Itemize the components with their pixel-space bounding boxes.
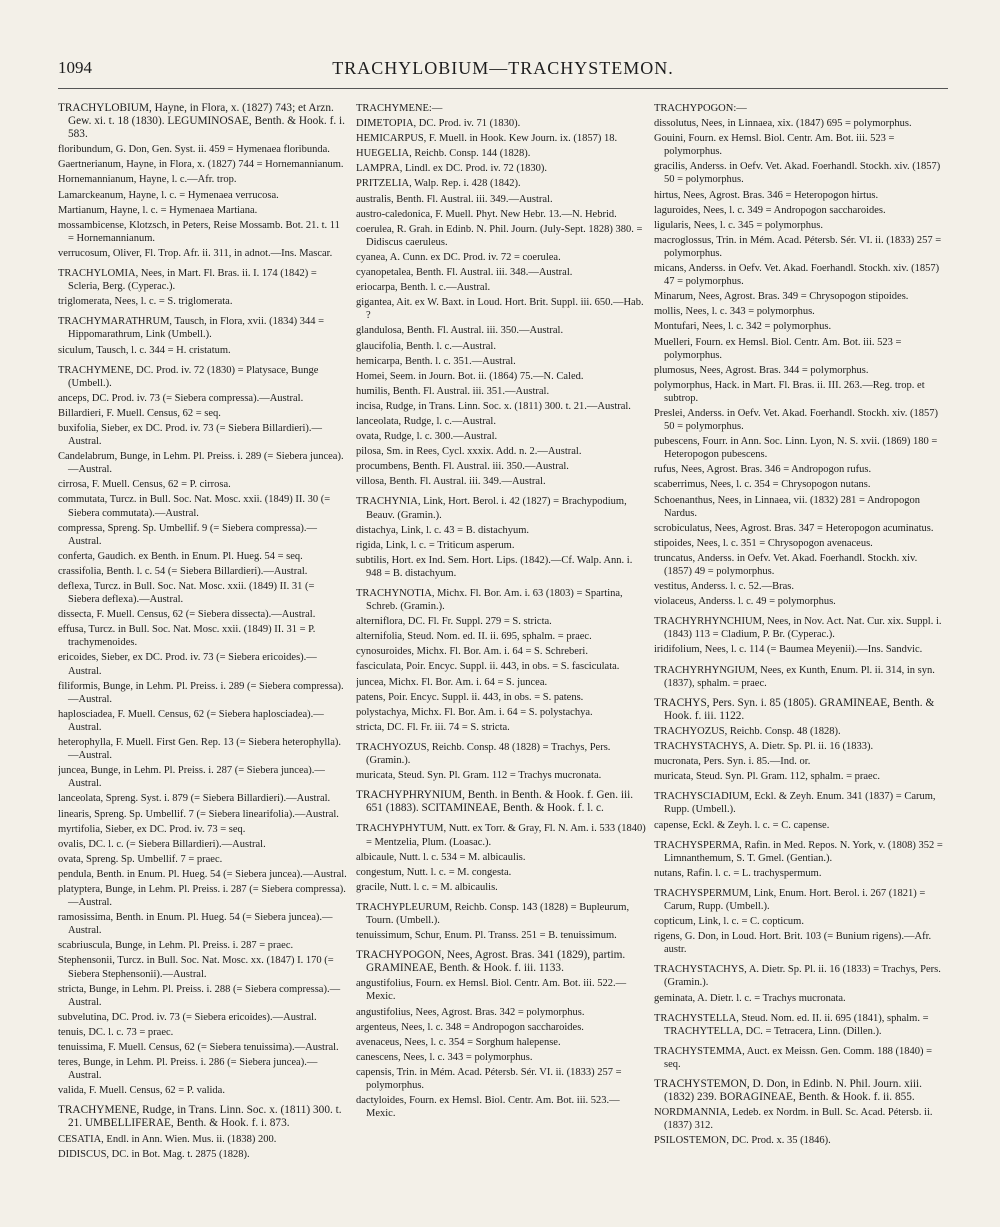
column-right: [654, 102, 944, 1202]
entry: alterniflora, DC. Fl. Fr. Suppl. 279 = S. stricta.: [356, 616, 552, 628]
entry: DIDISCUS, DC. in Bot. Mag. t. 2875 (1828).: [58, 1148, 250, 1160]
entry: ligularis, Nees, l. c. 345 = polymorphus.: [654, 219, 823, 231]
entry: capense, Eckl. & Zeyh. l. c. = C. capense.: [654, 819, 830, 831]
entry: verrucosum, Oliver, Fl. Trop. Afr. ii. 311, in adnot.—Ins. Mascar.: [58, 247, 333, 259]
entry: ericoides, Sieber, ex DC. Prod. iv. 73 (= Siebera ericoides).—Austral.: [58, 652, 317, 677]
entry: TRACHYPHYTUM, Nutt. ex Torr. & Gray, Fl. N. Am. i. 533 (1840) = Mentzelia, Plum. (Loasac.).: [356, 823, 646, 848]
entry: dissecta, F. Muell. Census, 62 (= Siebera dissecta).—Austral.: [58, 609, 316, 621]
entry: Montufari, Nees, l. c. 342 = polymorphus.: [654, 321, 832, 333]
entry: TRACHYPOGON:—: [654, 103, 747, 114]
entry: TRACHYRHYNCHIUM, Nees, in Nov. Act. Nat. Cur. xix. Suppl. i. (1843) 113 = Cladium, P. Br. (Cyperac.).: [654, 616, 942, 641]
entry: Lamarckeanum, Hayne, l. c. = Hymenaea verrucosa.: [58, 189, 279, 201]
entry: rigens, G. Don, in Loud. Hort. Brit. 103 (= Bunium rigens).—Afr. austr.: [654, 931, 932, 956]
entry: TRACHYS, Pers. Syn. i. 85 (1805). GRAMINEAE, Benth. & Hook. f. iii. 1122.: [654, 696, 935, 722]
entry: macroglossus, Trin. in Mém. Acad. Pétersb. Sér. VI. ii. (1833) 257 = polymorphus.: [654, 234, 942, 259]
entry: avenaceus, Nees, l. c. 354 = Sorghum halepense.: [356, 1036, 561, 1048]
entry: pilosa, Sm. in Rees, Cycl. xxxix. Add. n. 2.—Austral.: [356, 446, 582, 458]
entry: heterophylla, F. Muell. First Gen. Rep. 13 (= Siebera heterophylla).—Austral.: [58, 737, 341, 762]
entry: conferta, Gaudich. ex Benth. in Enum. Pl. Hueg. 54 = seq.: [58, 550, 303, 562]
entry: tenuis, DC. l. c. 73 = praec.: [58, 1026, 174, 1038]
entry: alternifolia, Steud. Nom. ed. II. ii. 695, sphalm. = praec.: [356, 631, 592, 643]
entry: lanceolata, Spreng. Syst. i. 879 (= Siebera Billardieri).—Austral.: [58, 793, 331, 805]
entry: teres, Bunge, in Lehm. Pl. Preiss. i. 286 (= Siebera juncea).—Austral.: [58, 1057, 318, 1082]
entry: stricta, DC. Fl. Fr. iii. 74 = S. stricta.: [356, 721, 510, 733]
entry: procumbens, Benth. Fl. Austral. iii. 350.—Austral.: [356, 461, 569, 473]
entry: TRACHYMARATHRUM, Tausch, in Flora, xvii. (1834) 344 = Hippomarathrum, Link (Umbell.).: [58, 316, 325, 341]
page-header: [58, 58, 948, 89]
entry: distachya, Link, l. c. 43 = B. distachyum.: [356, 524, 530, 536]
entry: CESATIA, Endl. in Ann. Wien. Mus. ii. (1838) 200.: [58, 1133, 277, 1145]
entry: TRACHYNIA, Link, Hort. Berol. i. 42 (1827) = Brachypodium, Beauv. (Gramin.).: [356, 496, 627, 521]
entry: DIMETOPIA, DC. Prod. iv. 71 (1830).: [356, 118, 521, 130]
entry: nutans, Rafin. l. c. = L. trachyspermum.: [654, 867, 822, 879]
entry: muricata, Steud. Syn. Pl. Gram. 112, sphalm. = praec.: [654, 771, 880, 783]
entry: lanceolata, Rudge, l. c.—Austral.: [356, 415, 496, 427]
entry: polystachya, Michx. Fl. Bor. Am. i. 64 = S. polystachya.: [356, 706, 593, 718]
entry: pubescens, Fourr. in Ann. Soc. Linn. Lyon, N. S. xvii. (1869) 180 = Heteropogon pubescens.: [654, 436, 938, 461]
entry: tenuissima, F. Muell. Census, 62 (= Siebera tenuissima).—Austral.: [58, 1042, 339, 1053]
entry: humilis, Benth. Fl. Austral. iii. 351.—Austral.: [356, 385, 550, 397]
entry: TRACHYNOTIA, Michx. Fl. Bor. Am. i. 63 (1803) = Spartina, Schreb. (Gramin.).: [356, 588, 623, 613]
entry: Gouini, Fourn. ex Hemsl. Biol. Centr. Am. Bot. iii. 523 = polymorphus.: [654, 133, 895, 158]
entry: vestitus, Anderss. l. c. 52.—Bras.: [654, 581, 794, 593]
entry: TRACHYRHYNGIUM, Nees, ex Kunth, Enum. Pl. ii. 314, in syn. (1837), sphalm. = praec.: [654, 664, 935, 689]
entry: mucronata, Pers. Syn. i. 85.—Ind. or.: [654, 756, 811, 768]
entry: TRACHYOZUS, Reichb. Consp. 48 (1828) = Trachys, Pers. (Gramin.).: [356, 741, 611, 767]
entry: HUEGELIA, Reichb. Consp. 144 (1828).: [356, 148, 531, 160]
entry: Hornemannianum, Hayne, l. c.—Afr. trop.: [58, 174, 237, 186]
entry: TRACHYSTACHYS, A. Dietr. Sp. Pl. ii. 16 (1833) = Trachys, Pers. (Gramin.).: [654, 964, 941, 989]
entry: congestum, Nutt. l. c. = M. congesta.: [356, 866, 512, 878]
entry: valida, F. Muell. Census, 62 = P. valida.: [58, 1085, 225, 1097]
entry: deflexa, Turcz. in Bull. Soc. Nat. Mosc. xxii. (1849) II. 31 (= Siebera deflexa).—Austral.: [58, 581, 315, 606]
entry: scrobiculatus, Nees, Agrost. Bras. 347 = Heteropogon acuminatus.: [654, 522, 934, 534]
entry: cirrosa, F. Muell. Census, 62 = P. cirrosa.: [58, 479, 231, 491]
entry: coerulea, R. Grah. in Edinb. N. Phil. Journ. (July-Sept. 1828) 380. = Didiscus caeruleus.: [356, 223, 643, 248]
entry: dactyloides, Fourn. ex Hemsl. Biol. Centr. Am. Bot. iii. 523.—Mexic.: [356, 1095, 620, 1120]
entry: Billardieri, F. Muell. Census, 62 = seq.: [58, 407, 221, 419]
entry: juncea, Michx. Fl. Bor. Am. i. 64 = S. juncea.: [356, 676, 548, 688]
entry: albicaule, Nutt. l. c. 534 = M. albicaulis.: [356, 851, 526, 863]
entry: laguroides, Nees, l. c. 349 = Andropogon saccharoides.: [654, 204, 886, 216]
entry: dissolutus, Nees, in Linnaea, xix. (1847) 695 = polymorphus.: [654, 118, 912, 130]
entry: rigida, Link, l. c. = Triticum asperum.: [356, 539, 515, 551]
column-middle: [356, 102, 646, 1202]
entry: compressa, Spreng. Sp. Umbellif. 9 (= Siebera compressa).—Austral.: [58, 522, 318, 547]
entry: TRACHYPOGON, Nees, Agrost. Bras. 341 (1829), partim. GRAMINEAE, Benth. & Hook. f. iii. 1133.: [356, 949, 626, 975]
entry: angustifolius, Nees, Agrost. Bras. 342 = polymorphus.: [356, 1006, 585, 1018]
entry: triglomerata, Nees, l. c. = S. triglomerata.: [58, 296, 233, 308]
entry: argenteus, Nees, l. c. 348 = Andropogon saccharoides.: [356, 1021, 584, 1033]
entry: ovata, Spreng. Sp. Umbellif. 7 = praec.: [58, 853, 223, 865]
entry: stipoides, Nees, l. c. 351 = Chrysopogon avenaceus.: [654, 537, 873, 549]
entry: gigantea, Ait. ex W. Baxt. in Loud. Hort. Brit. Suppl. iii. 650.—Hab. ?: [356, 297, 644, 322]
entry: TRACHYOZUS, Reichb. Consp. 48 (1828).: [654, 725, 841, 737]
entry: cyanea, A. Cunn. ex DC. Prod. iv. 72 = coerulea.: [356, 251, 561, 263]
entry: pendula, Benth. in Enum. Pl. Hueg. 54 (= Siebera juncea).—Austral.: [58, 868, 347, 880]
entry: patens, Poir. Encyc. Suppl. ii. 443, in obs. = S. patens.: [356, 691, 584, 703]
entry: muricata, Steud. Syn. Pl. Gram. 112 = Trachys mucronata.: [356, 770, 602, 782]
entry: TRACHYLOMIA, Nees, in Mart. Fl. Bras. ii. I. 174 (1842) = Scleria, Berg. (Cyperac.).: [58, 268, 317, 293]
entry: TRACHYMENE, DC. Prod. iv. 72 (1830) = Platysace, Bunge (Umbell.).: [58, 364, 319, 389]
entry: geminata, A. Dietr. l. c. = Trachys mucronata.: [654, 992, 846, 1004]
entry: incisa, Rudge, in Trans. Linn. Soc. x. (1811) 300. t. 21.—Austral.: [356, 400, 631, 412]
entry: polymorphus, Hack. in Mart. Fl. Bras. ii. III. 263.—Reg. trop. et subtrop.: [654, 379, 925, 404]
entry: subvelutina, DC. Prod. iv. 73 (= Siebera ericoides).—Austral.: [58, 1011, 317, 1023]
entry: anceps, DC. Prod. iv. 73 (= Siebera compressa).—Austral.: [58, 392, 304, 404]
entry: TRACHYMENE:—: [356, 103, 443, 114]
entry: subtilis, Hort. ex Ind. Sem. Hort. Lips. (1842).—Cf. Walp. Ann. i. 948 = B. distachyum.: [356, 554, 633, 579]
entry: rufus, Nees, Agrost. Bras. 346 = Andropogon rufus.: [654, 464, 872, 476]
entry: PRITZELIA, Walp. Rep. i. 428 (1842).: [356, 178, 521, 190]
entry: capensis, Trin. in Mém. Acad. Pétersb. Sér. VI. ii. (1833) 257 = polymorphus.: [356, 1066, 622, 1091]
entry: platyptera, Bunge, in Lehm. Pl. Preiss. i. 287 (= Siebera compressa).—Austral.: [58, 883, 346, 909]
entry: canescens, Nees, l. c. 343 = polymorphus.: [356, 1051, 533, 1063]
entry: Schoenanthus, Nees, in Linnaea, vii. (1832) 281 = Andropogon Nardus.: [654, 494, 921, 519]
entry: Gaertnerianum, Hayne, in Flora, x. (1827) 744 = Hornemannianum.: [58, 159, 344, 171]
entry: haplosciadea, F. Muell. Census, 62 (= Siebera haplosciadea).—Austral.: [58, 708, 324, 733]
entry: glaucifolia, Benth. l. c.—Austral.: [356, 340, 496, 352]
entry: austro-caledonica, F. Muell. Phyt. New Hebr. 13.—N. Hebrid.: [356, 208, 617, 220]
entry: ovalis, DC. l. c. (= Siebera Billardieri).—Austral.: [58, 838, 266, 850]
entry: filiformis, Bunge, in Lehm. Pl. Preiss. i. 289 (= Siebera compressa).—Austral.: [58, 680, 344, 705]
entry: Minarum, Nees, Agrost. Bras. 349 = Chrysopogon stipoides.: [654, 291, 909, 303]
entry: commutata, Turcz. in Bull. Soc. Nat. Mosc. xxii. (1849) II. 30 (= Siebera commutata).—Austral.: [58, 494, 331, 519]
entry: Muelleri, Fourn. ex Hemsl. Biol. Centr. Am. Bot. iii. 523 = polymorphus.: [654, 336, 902, 361]
entry: mollis, Nees, l. c. 343 = polymorphus.: [654, 306, 815, 318]
entry: crassifolia, Benth. l. c. 54 (= Siebera Billardieri).—Austral.: [58, 565, 308, 577]
entry: ramosissima, Benth. in Enum. Pl. Hueg. 54 (= Siebera juncea).—Austral.: [58, 912, 333, 937]
entry: Homei, Seem. in Journ. Bot. ii. (1864) 75.—N. Caled.: [356, 370, 584, 382]
entry: hemicarpa, Benth. l. c. 351.—Austral.: [356, 355, 516, 367]
entry: tenuissimum, Schur, Enum. Pl. Transs. 251 = B. tenuissimum.: [356, 930, 617, 942]
entry: NORDMANNIA, Ledeb. ex Nordm. in Bull. Sc. Acad. Pétersb. ii. (1837) 312.: [654, 1107, 933, 1132]
entry: TRACHYSTEMON, D. Don, in Edinb. N. Phil. Journ. xiii. (1832) 239. BORAGINEAE, Benth. & Hook. f. ii. 855.: [654, 1078, 922, 1104]
entry: floribundum, G. Don, Gen. Syst. ii. 459 = Hymenaea floribunda.: [58, 144, 330, 156]
entry: scaberrimus, Nees, l. c. 354 = Chrysopogon nutans.: [654, 479, 871, 491]
entry: villosa, Benth. Fl. Austral. iii. 349.—Austral.: [356, 476, 546, 488]
entry: myrtifolia, Sieber, ex DC. Prod. iv. 73 = seq.: [58, 823, 246, 835]
entry: truncatus, Anderss. in Oefv. Vet. Akad. Foerhandl. Stockh. xiv. (1857) 49 = polymorphus.: [654, 552, 918, 577]
entry: plumosus, Nees, Agrost. Bras. 344 = polymorphus.: [654, 364, 869, 376]
entry: TRACHYPHRYNIUM, Benth. in Benth. & Hook. f. Gen. iii. 651 (1883). SCITAMINEAE, Benth. & Hook. f. l. c.: [356, 789, 634, 815]
entry: TRACHYSPERMA, Rafin. in Med. Repos. N. York, v. (1808) 352 = Limnanthemum, S. T. Gmel. (Gentian.).: [654, 839, 943, 864]
entry: cynosuroides, Michx. Fl. Bor. Am. i. 64 = S. Schreberi.: [356, 646, 588, 658]
page-number: 1094: [58, 58, 92, 77]
entry: stricta, Bunge, in Lehm. Pl. Preiss. i. 288 (= Siebera compressa).—Austral.: [58, 983, 341, 1008]
entry: Stephensonii, Turcz. in Bull. Soc. Nat. Mosc. xx. (1847) I. 170 (= Siebera Stephensonii).—Austral.: [58, 955, 334, 980]
entry: gracile, Nutt. l. c. = M. albicaulis.: [356, 881, 498, 893]
columns: [58, 102, 948, 1202]
entry: TRACHYPLEURUM, Reichb. Consp. 143 (1828) = Bupleurum, Tourn. (Umbell.).: [356, 901, 630, 926]
entry: TRACHYSTEMMA, Auct. ex Meissn. Gen. Comm. 188 (1840) = seq.: [654, 1045, 933, 1070]
entry: Preslei, Anderss. in Oefv. Vet. Akad. Foerhandl. Stockh. xiv. (1857) 50 = polymorphus.: [654, 407, 938, 433]
entry: glandulosa, Benth. Fl. Austral. iii. 350.—Austral.: [356, 325, 564, 337]
entry: HEMICARPUS, F. Muell. in Hook. Kew Journ. ix. (1857) 18.: [356, 133, 618, 145]
entry: LAMPRA, Lindl. ex DC. Prod. iv. 72 (1830).: [356, 163, 547, 175]
page-title: TRACHYLOBIUM—TRACHYSTEMON.: [332, 58, 674, 78]
entry: violaceus, Anderss. l. c. 49 = polymorphus.: [654, 596, 836, 608]
entry: iridifolium, Nees, l. c. 114 (= Baumea Meyenii).—Ins. Sandvic.: [654, 644, 923, 656]
entry: PSILOSTEMON, DC. Prod. x. 35 (1846).: [654, 1135, 831, 1147]
entry: TRACHYLOBIUM, Hayne, in Flora, x. (1827) 743; et Arzn. Gew. xi. t. 18 (1830). LEGUMINOSAE, Benth. & Hook. f. i. 583.: [58, 102, 345, 141]
entry: buxifolia, Sieber, ex DC. Prod. iv. 73 (= Siebera Billardieri).—Austral.: [58, 422, 323, 448]
entry: angustifolius, Fourn. ex Hemsl. Biol. Centr. Am. Bot. iii. 522.—Mexic.: [356, 978, 627, 1003]
entry: effusa, Turcz. in Bull. Soc. Nat. Mosc. xxii. (1849) II. 31 = P. trachymenoides.: [58, 624, 316, 649]
entry: juncea, Bunge, in Lehm. Pl. Preiss. i. 287 (= Siebera juncea).—Austral.: [58, 765, 325, 790]
entry: TRACHYSPERMUM, Link, Enum. Hort. Berol. i. 267 (1821) = Carum, Rupp. (Umbell.).: [654, 887, 926, 912]
entry: mossambicense, Klotzsch, in Peters, Reise Mossamb. Bot. 21. t. 11 = Hornemannianum.: [58, 219, 340, 244]
entry: australis, Benth. Fl. Austral. iii. 349.—Austral.: [356, 193, 553, 205]
entry: eriocarpa, Benth. l. c.—Austral.: [356, 282, 491, 294]
entry: copticum, Link, l. c. = C. copticum.: [654, 916, 804, 928]
entry: TRACHYSTELLA, Steud. Nom. ed. II. ii. 695 (1841), sphalm. = TRACHYTELLA, DC. = Tetracera, Linn. (Dillen.).: [654, 1012, 929, 1037]
entry: TRACHYSCIADIUM, Eckl. & Zeyh. Enum. 341 (1837) = Carum, Rupp. (Umbell.).: [654, 791, 936, 816]
entry: linearis, Spreng. Sp. Umbellif. 7 (= Siebera linearifolia).—Austral.: [58, 808, 339, 820]
entry: gracilis, Anderss. in Oefv. Vet. Akad. Foerhandl. Stockh. xiv. (1857) 50 = polymorphus.: [654, 161, 941, 186]
entry: ovata, Rudge, l. c. 300.—Austral.: [356, 431, 498, 443]
column-left: [58, 102, 348, 1202]
entry: Martianum, Hayne, l. c. = Hymenaea Martiana.: [58, 204, 258, 216]
entry: scabriuscula, Bunge, in Lehm. Pl. Preiss. i. 287 = praec.: [58, 940, 294, 952]
entry: micans, Anderss. in Oefv. Vet. Akad. Foerhandl. Stockh. xiv. (1857) 47 = polymorphus.: [654, 263, 940, 288]
entry: fasciculata, Poir. Encyc. Suppl. ii. 443, in obs. = S. fasciculata.: [356, 661, 620, 673]
entry: cyanopetalea, Benth. Fl. Austral. iii. 348.—Austral.: [356, 267, 573, 279]
entry: hirtus, Nees, Agrost. Bras. 346 = Heteropogon hirtus.: [654, 189, 879, 201]
entry: Candelabrum, Bunge, in Lehm. Pl. Preiss. i. 289 (= Siebera juncea).—Austral.: [58, 451, 344, 476]
entry: TRACHYMENE, Rudge, in Trans. Linn. Soc. x. (1811) 300. t. 21. UMBELLIFERAE, Benth. & Hook. f. i. 873.: [58, 1104, 342, 1130]
entry: TRACHYSTACHYS, A. Dietr. Sp. Pl. ii. 16 (1833).: [654, 741, 874, 753]
entry: siculum, Tausch, l. c. 344 = H. cristatum.: [58, 344, 231, 356]
